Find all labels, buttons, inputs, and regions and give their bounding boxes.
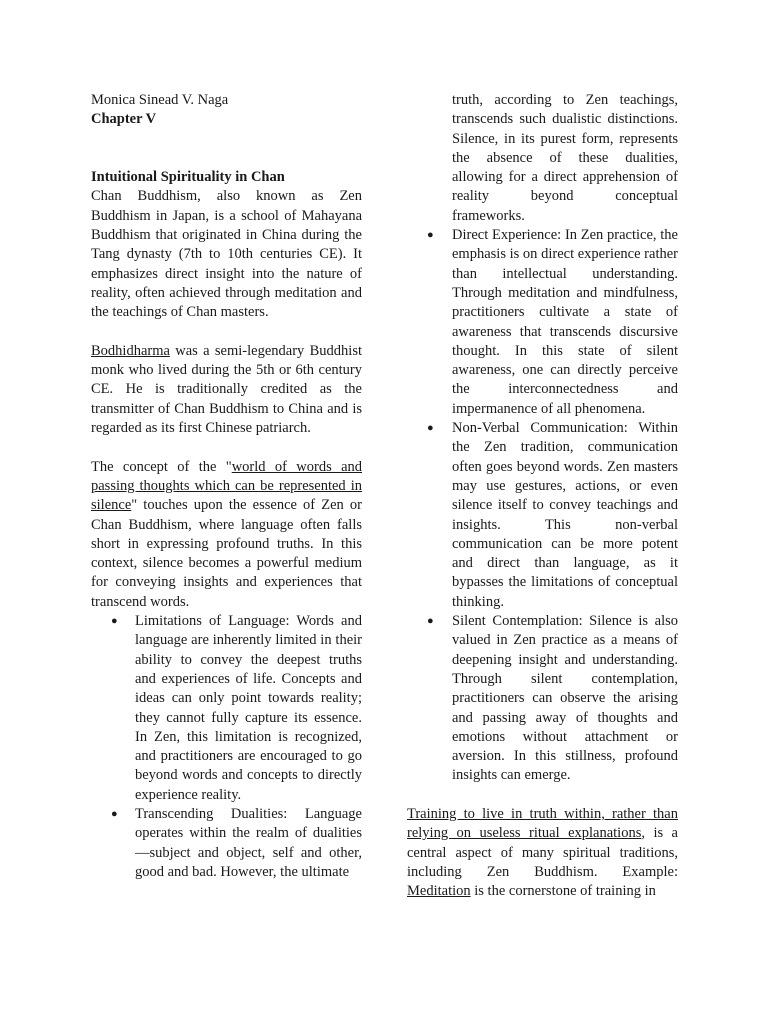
bullet-text-non-verbal: Non-Verbal Communication: Within the Zen tradition, communication often goes beyond words. Zen masters may use gestures, actions, or even silence itself to convey teachings and insights. This non-verbal communication can be more potent and direct than language, as it bypasses the limitations of conceptual thinking. [452, 420, 678, 610]
bullet-text-dualities-end: truth, according to Zen teachings, transcends such dualistic distinctions. Silence, in its purest form, represents the absence of these dualities, allowing for a direct apprehension of reality beyond conceptual frameworks. [452, 92, 678, 224]
bullet-list-right [407, 91, 678, 786]
bullet-text-direct-experience: Direct Experience: In Zen practice, the emphasis is on direct experience rather than intellectual understanding. Through meditation and mindfulness, practitioners cultivate a state of awareness that transcends discursive thought. In this state of silent awareness, one can directly perceive the interconnectedness and impermanence of all phenomena. [452, 227, 678, 417]
author-name: Monica Sinead V. Naga [91, 92, 229, 108]
bodhidharma-paragraph [91, 342, 362, 438]
intro-paragraph: Chan Buddhism, also known as Zen Buddhism in Japan, is a school of Mahayana Buddhism that originated in China during the Tang dynasty (7th to 10th centuries CE). It emphasizes direct insight into the nature of reality, often achieved through meditation and the teachings of Chan masters. [91, 188, 362, 321]
list-item [111, 612, 362, 805]
bullet-icon: ● [111, 807, 118, 820]
closing-text-end: is the cornerstone of training in [470, 883, 656, 900]
bullet-text-silent-contemplation: Silent Contemplation: Silence is also valued in Zen practice as a means of deepening insight and understanding. Through silent contemplation, practitioners can observe the arising and passing away of thoughts and emotions without attachment or aversion. In this stillness, profound insights can emerge. [452, 613, 678, 784]
concept-suffix: " touches upon the essence of Zen or Chan Buddhism, where language often falls short in expressing profound truths. In this context, silence becomes a powerful medium for conveying insights and experiences that transcend words. [91, 497, 362, 610]
section-heading: Intuitional Spirituality in Chan [91, 169, 285, 186]
concept-prefix: The concept of the " [91, 458, 232, 475]
concept-link[interactable]: world of words and passing thoughts which can be represented in silence [91, 458, 363, 514]
left-column [91, 91, 362, 882]
chapter-title: Chapter V [91, 111, 157, 128]
bullet-list-left [91, 612, 362, 882]
list-item [427, 419, 678, 612]
closing-paragraph [407, 805, 678, 901]
bullet-text-dualities-start: Transcending Dualities: Language operates within the realm of dualities—subject and object, self and other, good and bad. However, the ultimate [135, 805, 362, 880]
bodhidharma-text: was a semi-legendary Buddhist monk who lived during the 5th or 6th century CE. He is traditionally credited as the transmitter of Chan Buddhism to China and is regarded as its first Chinese patriarch. [91, 342, 362, 437]
list-item-continued [452, 91, 678, 226]
list-item [111, 805, 362, 882]
closing-text: , is a central aspect of many spiritual traditions, including Zen Buddhism. Example: [407, 825, 678, 880]
bullet-icon: ● [427, 229, 434, 242]
concept-paragraph [91, 458, 362, 612]
bullet-text-limitations: Limitations of Language: Words and language are inherently limited in their ability to convey the deepest truths and experiences of life. Concepts and ideas can only point towards reality; they cannot fully capture its essence. In Zen, this limitation is recognized, and practitioners are encouraged to go beyond words and concepts to directly experience reality. [135, 613, 362, 803]
bullet-icon: ● [427, 615, 434, 628]
right-column [407, 91, 678, 901]
list-item [427, 612, 678, 786]
bodhidharma-link[interactable]: Bodhidharma [91, 342, 170, 359]
bullet-icon: ● [427, 422, 434, 435]
list-item [427, 226, 678, 419]
bullet-icon: ● [111, 615, 118, 628]
meditation-link[interactable]: Meditation [407, 883, 471, 900]
training-link[interactable]: Training to live in truth within, rather than relying on useless ritual explanations [407, 805, 678, 842]
